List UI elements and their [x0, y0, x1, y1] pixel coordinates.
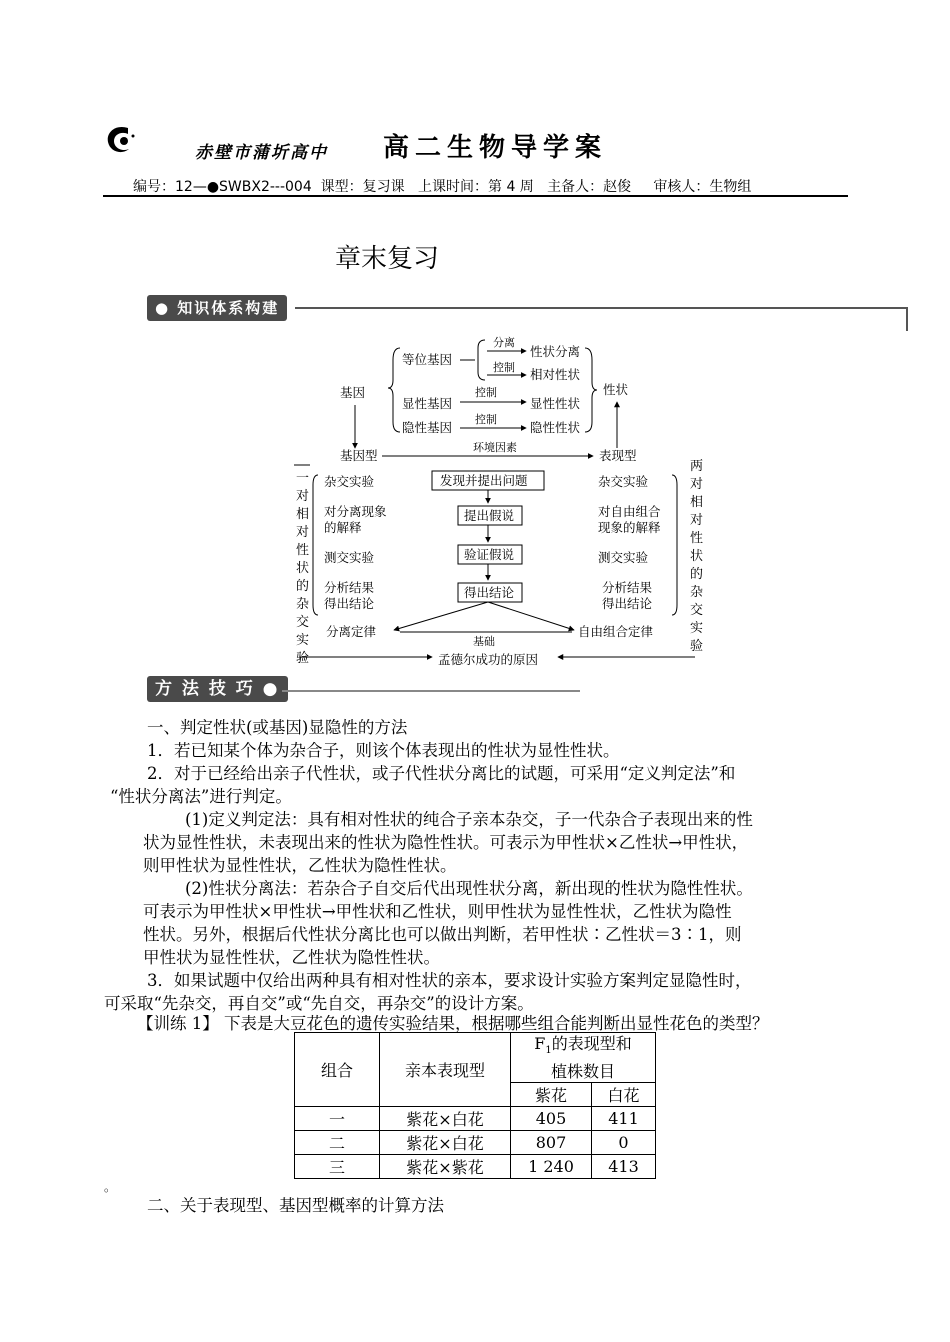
svg-text:一: 一	[296, 471, 310, 486]
para-2b: “性状分离法”进行判定。	[110, 787, 292, 806]
right-item-conclude: 得出结论	[602, 596, 653, 611]
left-item-explain-2: 的解释	[324, 520, 362, 535]
step-conclusion: 得出结论	[464, 585, 515, 600]
svg-text:的: 的	[296, 579, 310, 594]
svg-text:交: 交	[296, 615, 310, 630]
th-f1-text: 的表现型和	[551, 1034, 632, 1053]
node-gene: 基因	[340, 385, 366, 400]
cell-purple: 807	[511, 1131, 592, 1155]
soybean-cross-table	[294, 1032, 656, 1179]
section-rule	[295, 307, 907, 309]
para-2a: 2．对于已经给出亲子代性状，或子代性状分离比的试题，可采用“定义判定法”和	[147, 764, 736, 783]
node-phenotype: 表现型	[599, 448, 637, 463]
cell-group: 一	[295, 1107, 380, 1131]
para-sep-b: 可表示为甲性状×甲性状→甲性状和乙性状，则甲性状为显性性状，乙性状为隐性	[143, 902, 732, 921]
label-two-pair-cross	[690, 459, 703, 654]
node-mendel-success: 孟德尔成功的原因	[438, 652, 539, 667]
svg-text:对: 对	[690, 477, 704, 492]
label-environment: 环境因素	[473, 441, 517, 454]
left-item-cross: 杂交实验	[324, 474, 375, 489]
label-separate: 分离	[493, 336, 515, 349]
svg-text:性: 性	[296, 543, 310, 558]
cell-group: 二	[295, 1131, 380, 1155]
law-independent-assortment: 自由组合定律	[578, 624, 654, 639]
svg-text:实: 实	[296, 633, 310, 648]
document-title: 高二生物导学案	[383, 133, 608, 163]
heading-dominance-method: 一、判定性状(或基因)显隐性的方法	[147, 718, 408, 737]
node-genotype: 基因型	[340, 448, 378, 463]
table-row	[295, 1131, 656, 1155]
th-f1	[511, 1033, 656, 1083]
left-item-testcross: 测交实验	[324, 550, 375, 565]
cell-white: 0	[592, 1131, 656, 1155]
para-3b: 可采取“先杂交，再自交”或“先自交，再杂交”的设计方案。	[104, 994, 534, 1013]
para-1: 1．若已知某个体为杂合子，则该个体表现出的性状为显性性状。	[147, 741, 620, 760]
svg-text:对: 对	[296, 489, 310, 504]
concept-map	[290, 330, 710, 668]
svg-text:两: 两	[690, 459, 704, 474]
node-dominant-gene: 显性基因	[402, 396, 453, 411]
svg-text:状: 状	[296, 561, 310, 576]
para-def-a: (1)定义判定法：具有相对性状的纯合子亲本杂交，子一代杂合子表现出来的性	[185, 810, 753, 829]
th-white: 白花	[592, 1083, 656, 1107]
header-rule	[103, 195, 848, 197]
law-segregation: 分离定律	[326, 624, 377, 639]
svg-text:的: 的	[690, 567, 704, 582]
node-recessive-gene: 隐性基因	[402, 420, 453, 435]
th-f1-subscript: 1	[545, 1045, 552, 1057]
cell-parent: 紫花×紫花	[380, 1155, 511, 1179]
svg-text:实: 实	[690, 621, 704, 636]
right-item-explain-1: 对自由组合	[598, 504, 661, 519]
para-3a: 3．如果试题中仅给出两种具有相对性状的亲本，要求设计实验方案判定显隐性时，	[147, 971, 752, 990]
cell-parent: 紫花×白花	[380, 1107, 511, 1131]
label-one-pair-cross	[296, 471, 309, 666]
cell-group: 三	[295, 1155, 380, 1179]
node-relative-trait: 相对性状	[530, 367, 581, 382]
cell-parent: 紫花×白花	[380, 1131, 511, 1155]
svg-text:交: 交	[690, 603, 704, 618]
section-rule-end	[906, 307, 908, 331]
th-f1-letter: F	[534, 1034, 546, 1053]
cell-purple: 1 240	[511, 1155, 592, 1179]
svg-text:相: 相	[690, 495, 704, 510]
svg-text:杂: 杂	[296, 597, 310, 612]
cell-white: 413	[592, 1155, 656, 1179]
svg-text:相: 相	[296, 507, 310, 522]
label-basis: 基础	[473, 635, 495, 648]
trailing-mark: 。	[104, 1180, 117, 1194]
node-trait-separation: 性状分离	[530, 344, 581, 359]
section-rule-2	[282, 690, 580, 692]
section-banner-method: 方 法 技 巧 ●	[147, 676, 288, 702]
school-name: 赤壁市蒲圻高中	[195, 143, 328, 163]
node-recessive-trait: 隐性性状	[530, 420, 581, 435]
th-f1-text-2: 植株数目	[550, 1062, 615, 1082]
node-trait: 性状	[603, 382, 629, 397]
para-def-b: 状为显性性状，未表现出来的性状为隐性性状。可表示为甲性状×乙性状→甲性状，	[143, 833, 749, 852]
svg-text:验: 验	[296, 651, 310, 666]
document-meta: 编号：12—●SWBX2---004 课型：复习课 上课时间：第 4 周 主备人：赵俊 审核人：生物组	[133, 179, 752, 195]
step-verify: 验证假说	[464, 547, 515, 562]
para-sep-c: 性状。另外，根据后代性状分离比也可以做出判断，若甲性状∶乙性状＝3∶1，则	[143, 925, 742, 944]
node-allele: 等位基因	[402, 352, 453, 367]
svg-text:验: 验	[690, 639, 704, 654]
table-row	[295, 1155, 656, 1179]
label-control: 控制	[493, 361, 515, 374]
right-item-analyze: 分析结果	[602, 580, 653, 595]
school-logo	[102, 122, 138, 158]
para-sep-a: (2)性状分离法：若杂合子自交后代出现性状分离，新出现的性状为隐性性状。	[185, 879, 753, 898]
heading-probability: 二、关于表现型、基因型概率的计算方法	[147, 1196, 444, 1215]
exercise-prompt: 【训练 1】 下表是大豆花色的遗传实验结果，根据哪些组合能判断出显性花色的类型？	[137, 1014, 769, 1033]
step-hypothesis: 提出假说	[464, 508, 515, 523]
left-item-analyze: 分析结果	[324, 580, 375, 595]
svg-text:状: 状	[690, 549, 704, 564]
cell-white: 411	[592, 1107, 656, 1131]
th-group: 组合	[295, 1033, 380, 1107]
svg-text:对: 对	[690, 513, 704, 528]
step-question: 发现并提出问题	[440, 473, 528, 488]
right-item-cross: 杂交实验	[598, 474, 649, 489]
svg-text:性: 性	[690, 531, 704, 546]
section-banner-knowledge: ● 知识体系构建	[147, 295, 287, 321]
label-control-3: 控制	[475, 413, 497, 426]
chapter-title: 章末复习	[335, 244, 440, 274]
right-item-testcross: 测交实验	[598, 550, 649, 565]
svg-text:对: 对	[296, 525, 310, 540]
left-item-conclude: 得出结论	[324, 596, 375, 611]
right-item-explain-2: 现象的解释	[598, 520, 661, 535]
cell-purple: 405	[511, 1107, 592, 1131]
label-control-2: 控制	[475, 386, 497, 399]
th-parent: 亲本表现型	[380, 1033, 511, 1107]
node-dominant-trait: 显性性状	[530, 396, 581, 411]
th-purple: 紫花	[511, 1083, 592, 1107]
svg-text:杂: 杂	[690, 585, 704, 600]
table-row	[295, 1107, 656, 1131]
left-item-explain-1: 对分离现象	[324, 504, 387, 519]
para-def-c: 则甲性状为显性性状，乙性状为隐性性状。	[143, 856, 457, 875]
para-sep-d: 甲性状为显性性状，乙性状为隐性性状。	[143, 948, 440, 967]
